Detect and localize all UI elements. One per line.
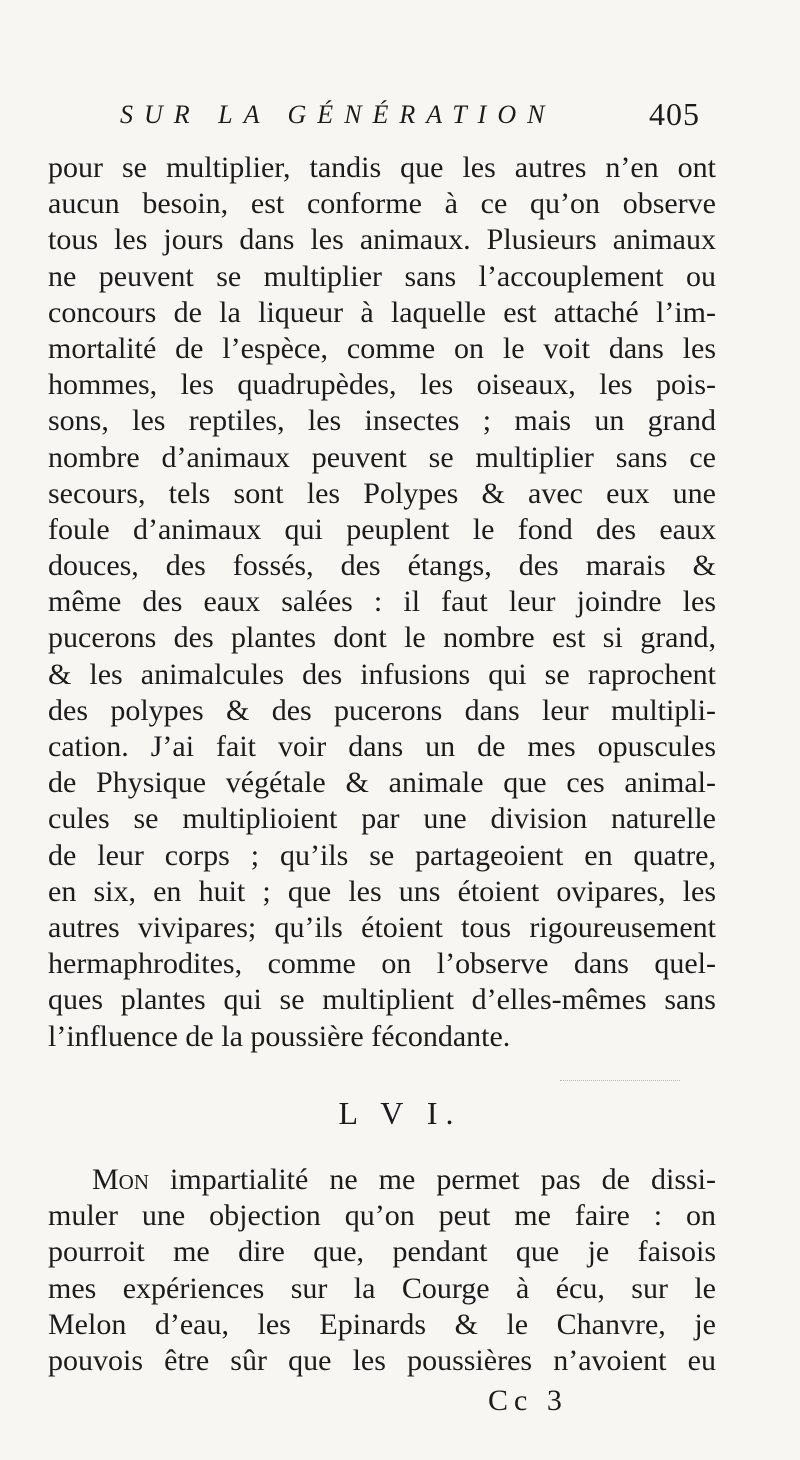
text-line: de Physique végétale & animale que ces animal-: [48, 766, 716, 800]
divider: [560, 1080, 680, 1081]
text-line: ne peuvent se multiplier sans l’accouplement ou: [48, 259, 716, 293]
page-number: 405: [649, 96, 700, 132]
text-line: hommes, les quadrupèdes, les oiseaux, les pois-: [48, 368, 716, 402]
first-line-rest: impartialité ne me permet pas de dissi-: [149, 1163, 716, 1196]
running-head: SUR LA GÉNÉRATION: [120, 100, 556, 129]
text-line: aucun besoin, est conforme à ce qu’on observe: [48, 187, 716, 221]
page-header: [120, 96, 720, 136]
text-line: hermaphrodites, comme on l’observe dans quel-: [48, 947, 716, 981]
text-line: sons, les reptiles, les insectes ; mais un grand: [48, 404, 716, 438]
text-line: foule d’animaux qui peuplent le fond des eaux: [48, 512, 716, 546]
text-line: pourroit me dire que, pendant que je faisois: [48, 1235, 716, 1269]
body-text: [48, 150, 716, 1055]
text-line: tous les jours dans les animaux. Plusieurs animaux: [48, 223, 716, 257]
text-line: mortalité de l’espèce, comme on le voit dans les: [48, 331, 716, 365]
text-line: cation. J’ai fait voir dans un de mes opuscules: [48, 730, 716, 763]
text-line: muler une objection qu’on peut me faire : on: [48, 1199, 716, 1233]
text-line: concours de la liqueur à laquelle est attaché l’im-: [48, 295, 716, 329]
section-body-text: [48, 1162, 716, 1379]
text-line: ques plantes qui se multiplient d’elles-mêmes sans: [48, 983, 716, 1017]
text-line: de leur corps ; qu’ils se partageoient en quatre,: [48, 838, 716, 872]
text-line: pour se multiplier, tandis que les autres n’en ont: [48, 151, 716, 184]
text-line: l’influence de la poussière fécondante.: [48, 1019, 511, 1053]
text-line: Melon d’eau, les Epinards & le Chanvre, je: [48, 1307, 716, 1341]
text-line: autres vivipares; qu’ils étoient tous rigoureusement: [48, 910, 716, 944]
text-line: des polypes & des pucerons dans leur multipli-: [48, 693, 716, 727]
text-line: pouvois être sûr que les poussières n’avoient eu: [48, 1343, 716, 1377]
text-line: en six, en huit ; que les uns étoient ovipares, les: [48, 874, 716, 908]
signature-mark: Cc 3: [488, 1384, 568, 1417]
text-line: nombre d’animaux peuvent se multiplier sans ce: [48, 440, 716, 474]
text-line: cules se multiplioient par une division naturelle: [48, 802, 716, 836]
text-line: même des eaux salées : il faut leur joindre les: [48, 585, 716, 619]
initial-word: Mon: [92, 1163, 150, 1196]
text-line: pucerons des plantes dont le nombre est si grand,: [48, 621, 716, 655]
text-line-first: [48, 1162, 716, 1198]
text-line: secours, tels sont les Polypes & avec eux une: [48, 476, 716, 510]
text-line: douces, des fossés, des étangs, des marais &: [48, 549, 716, 583]
text-line: & les animalcules des infusions qui se raprochent: [48, 657, 716, 691]
text-line: mes expériences sur la Courge à écu, sur le: [48, 1271, 716, 1305]
section-heading: L V I.: [338, 1095, 462, 1131]
